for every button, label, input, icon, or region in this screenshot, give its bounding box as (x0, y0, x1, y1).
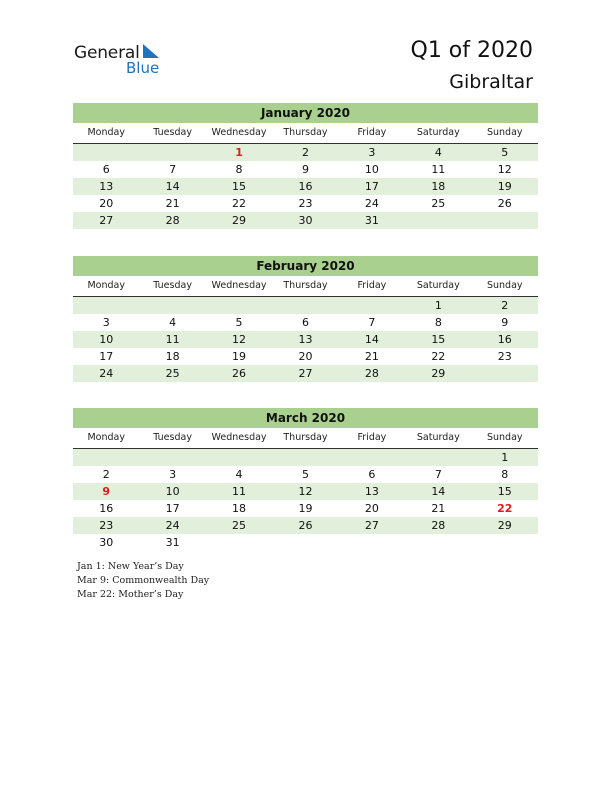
day-cell: 24 (364, 197, 379, 210)
day-cell: 18 (232, 502, 247, 515)
logo (74, 40, 174, 80)
day-cell: 29 (431, 367, 446, 380)
day-cell: 3 (102, 316, 110, 329)
week-row (73, 161, 538, 178)
day-cell: 2 (301, 146, 309, 159)
week-row (73, 212, 538, 229)
day-cell: 10 (99, 333, 114, 346)
day-cell: 4 (434, 146, 442, 159)
day-cell: 27 (364, 519, 379, 532)
day-cell: 22 (497, 502, 513, 515)
weekday-label: Sunday (486, 127, 523, 138)
week-row (73, 144, 538, 161)
day-cell: 28 (165, 214, 180, 227)
day-cell: 16 (298, 180, 313, 193)
day-cell: 15 (232, 180, 247, 193)
day-cell: 17 (165, 502, 180, 515)
day-cell: 9 (501, 316, 509, 329)
day-cell: 20 (364, 502, 379, 515)
week-row (73, 331, 538, 348)
week-row (73, 195, 538, 212)
weekday-label: Wednesday (211, 432, 267, 443)
day-cell: 2 (102, 468, 110, 481)
weekday-label: Monday (87, 127, 125, 138)
day-cell: 8 (434, 316, 442, 329)
month-calendar-february (73, 256, 538, 382)
day-cell: 25 (165, 367, 180, 380)
day-cell: 23 (99, 519, 114, 532)
day-cell: 28 (364, 367, 379, 380)
weekday-label: Sunday (486, 432, 523, 443)
month-title: March 2020 (73, 408, 538, 428)
day-cell: 30 (298, 214, 313, 227)
day-cell: 21 (165, 197, 180, 210)
day-cell: 19 (497, 180, 512, 193)
day-cell: 29 (497, 519, 512, 532)
day-cell: 29 (232, 214, 247, 227)
day-cell: 14 (431, 485, 446, 498)
empty-day-cell (206, 449, 272, 466)
day-cell: 3 (368, 146, 376, 159)
empty-day-cell (139, 449, 205, 466)
day-cell: 11 (431, 163, 446, 176)
day-cell: 18 (165, 350, 180, 363)
week-row (73, 517, 538, 534)
day-cell: 24 (165, 519, 180, 532)
weekday-label: Friday (357, 280, 387, 291)
day-cell: 5 (301, 468, 309, 481)
logo-text-blue: Blue (126, 59, 160, 77)
week-row (73, 466, 538, 483)
day-cell: 11 (232, 485, 247, 498)
day-cell: 7 (169, 163, 177, 176)
weekday-label: Saturday (416, 280, 460, 291)
day-cell: 12 (497, 163, 512, 176)
day-cell: 14 (165, 180, 180, 193)
empty-day-cell (206, 534, 272, 551)
holiday-note: Jan 1: New Year’s Day (77, 561, 184, 572)
day-cell: 17 (364, 180, 379, 193)
empty-day-cell (405, 534, 471, 551)
holiday-notes (77, 560, 209, 602)
weekday-label: Tuesday (153, 127, 192, 138)
day-cell: 1 (434, 299, 442, 312)
weekday-label: Monday (87, 432, 125, 443)
day-cell: 23 (497, 350, 512, 363)
day-cell: 23 (298, 197, 313, 210)
day-cell: 9 (301, 163, 309, 176)
empty-day-cell (472, 534, 538, 551)
empty-day-cell (73, 144, 139, 161)
day-cell: 2 (501, 299, 509, 312)
week-row (73, 365, 538, 382)
day-cell: 15 (497, 485, 512, 498)
empty-day-cell (472, 212, 538, 229)
day-cell: 12 (232, 333, 247, 346)
weekday-label: Sunday (486, 280, 523, 291)
weeks (73, 144, 538, 229)
day-cell: 5 (501, 146, 509, 159)
day-cell: 4 (235, 468, 243, 481)
logo-triangle-icon (141, 44, 161, 60)
logo-text-general: General (74, 43, 140, 63)
day-cell: 21 (431, 502, 446, 515)
weekday-label: Thursday (283, 432, 328, 443)
day-cell: 22 (431, 350, 446, 363)
day-cell: 5 (235, 316, 243, 329)
day-cell: 30 (99, 536, 114, 549)
month-calendar-january (73, 103, 538, 229)
day-cell: 28 (431, 519, 446, 532)
week-row (73, 314, 538, 331)
day-cell: 11 (165, 333, 180, 346)
day-cell: 10 (165, 485, 180, 498)
week-row (73, 449, 538, 466)
day-cell: 27 (298, 367, 313, 380)
day-cell: 6 (102, 163, 110, 176)
weeks (73, 449, 538, 551)
day-cell: 15 (431, 333, 446, 346)
day-cell: 19 (298, 502, 313, 515)
weekday-label: Wednesday (211, 127, 267, 138)
week-row (73, 534, 538, 551)
day-cell: 26 (497, 197, 512, 210)
day-cell: 22 (232, 197, 247, 210)
week-row (73, 178, 538, 195)
week-row (73, 500, 538, 517)
weekday-label: Wednesday (211, 280, 267, 291)
day-cell: 13 (298, 333, 313, 346)
day-cell: 16 (497, 333, 512, 346)
day-cell: 8 (235, 163, 243, 176)
empty-day-cell (472, 365, 538, 382)
day-cell: 8 (501, 468, 509, 481)
day-cell: 4 (169, 316, 177, 329)
day-cell: 31 (165, 536, 180, 549)
page-title: Q1 of 2020 (410, 38, 533, 63)
empty-day-cell (139, 297, 205, 314)
day-cell: 1 (235, 146, 243, 159)
week-row (73, 297, 538, 314)
month-calendar-march (73, 408, 538, 551)
day-cell: 6 (301, 316, 309, 329)
week-row (73, 483, 538, 500)
weeks (73, 297, 538, 382)
week-row (73, 348, 538, 365)
month-title: January 2020 (73, 103, 538, 123)
day-cell: 9 (102, 485, 111, 498)
day-cell: 20 (99, 197, 114, 210)
day-cell: 10 (364, 163, 379, 176)
weekday-label: Thursday (283, 127, 328, 138)
day-cell: 20 (298, 350, 313, 363)
holiday-note: Mar 9: Commonwealth Day (77, 575, 210, 586)
day-cell: 7 (434, 468, 442, 481)
day-cell: 26 (232, 367, 247, 380)
empty-day-cell (73, 449, 139, 466)
weekday-label: Saturday (416, 127, 460, 138)
weekday-header-row (73, 276, 538, 297)
day-cell: 12 (298, 485, 313, 498)
day-cell: 31 (364, 214, 379, 227)
day-cell: 3 (169, 468, 177, 481)
day-cell: 18 (431, 180, 446, 193)
empty-day-cell (139, 144, 205, 161)
empty-day-cell (73, 297, 139, 314)
weekday-header-row (73, 428, 538, 449)
weekday-label: Friday (357, 432, 387, 443)
empty-day-cell (339, 534, 405, 551)
empty-day-cell (339, 449, 405, 466)
day-cell: 19 (232, 350, 247, 363)
day-cell: 16 (99, 502, 114, 515)
holiday-note: Mar 22: Mother’s Day (77, 589, 184, 600)
day-cell: 7 (368, 316, 376, 329)
day-cell: 14 (364, 333, 379, 346)
empty-day-cell (339, 297, 405, 314)
day-cell: 13 (99, 180, 114, 193)
day-cell: 17 (99, 350, 114, 363)
empty-day-cell (206, 297, 272, 314)
day-cell: 1 (501, 451, 509, 464)
weekday-label: Monday (87, 280, 125, 291)
day-cell: 26 (298, 519, 313, 532)
weekday-label: Thursday (283, 280, 328, 291)
weekday-label: Saturday (416, 432, 460, 443)
empty-day-cell (272, 534, 338, 551)
weekday-header-row (73, 123, 538, 144)
day-cell: 21 (364, 350, 379, 363)
day-cell: 24 (99, 367, 114, 380)
page-subtitle: Gibraltar (449, 71, 533, 93)
month-title: February 2020 (73, 256, 538, 276)
empty-day-cell (405, 212, 471, 229)
weekday-label: Tuesday (153, 432, 192, 443)
weekday-label: Tuesday (153, 280, 192, 291)
day-cell: 25 (232, 519, 247, 532)
day-cell: 13 (364, 485, 379, 498)
day-cell: 25 (431, 197, 446, 210)
day-cell: 6 (368, 468, 376, 481)
weekday-label: Friday (357, 127, 387, 138)
empty-day-cell (405, 449, 471, 466)
empty-day-cell (272, 449, 338, 466)
day-cell: 27 (99, 214, 114, 227)
empty-day-cell (272, 297, 338, 314)
